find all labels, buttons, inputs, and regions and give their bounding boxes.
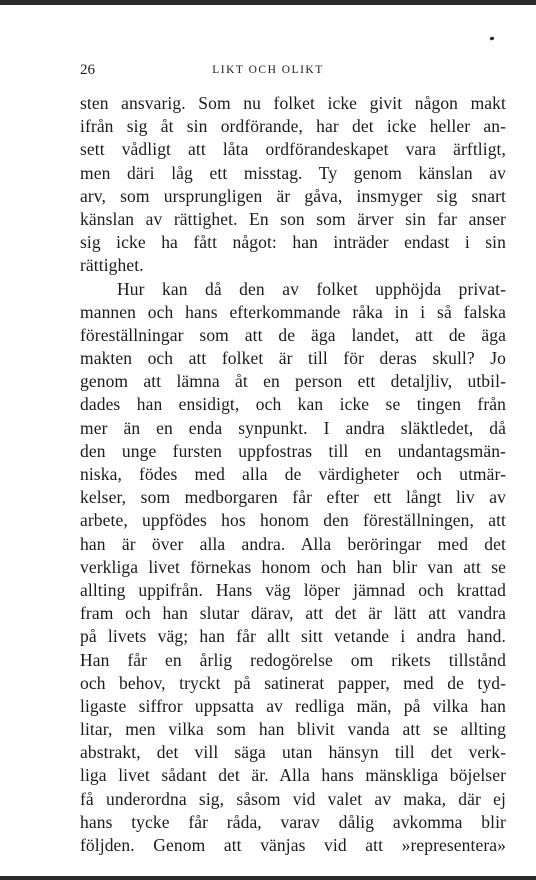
bottom-edge-rule	[0, 876, 536, 880]
text-line: allting uppifrån. Hans väg löper jämnad och krattad	[80, 579, 506, 600]
text-line: kelser, som medborgaren får efter ett långt liv av	[80, 487, 506, 508]
paragraph-start-line: Hur kan då den av folket upphöjda privat-	[117, 278, 506, 299]
text-line: följden. Genom att vänjas vid att »representera»	[80, 835, 506, 855]
text-line: genom att lämna åt en person ett detaljliv, utbil-	[80, 371, 506, 392]
text-line: litar, men vilka som han blivit vanda att se allting	[80, 719, 506, 740]
text-line: sten ansvarig. Som nu folket icke givit någon makt	[80, 93, 506, 113]
text-line: abstrakt, det vill säga utan hänsyn till det verk-	[80, 742, 506, 763]
paragraph-end-line: rättighet.	[80, 255, 144, 276]
body-text	[80, 92, 506, 857]
text-line: mer än en enda synpunkt. I andra släktledet, då	[80, 417, 506, 438]
print-speck	[490, 36, 495, 40]
text-line: föreställningar som att de äga landet, att de äga	[80, 324, 506, 345]
text-line: men däri låg ett misstag. Ty genom känslan av	[80, 162, 506, 183]
text-line: dades han ensidigt, och kan icke se tingen från	[80, 394, 506, 415]
text-line: arbete, uppfödes hos honom den föreställningen, att	[80, 510, 506, 531]
text-line: liga livet sådant det är. Alla hans mänskliga böjelser	[80, 765, 506, 786]
text-line: Han får en årlig redogörelse om rikets tillstånd	[80, 649, 506, 670]
text-line: han är över alla andra. Alla beröringar med det	[80, 533, 506, 554]
text-line: på livets väg; han får allt sitt vetande i andra hand.	[80, 626, 506, 647]
text-line: fram och han slutar därav, att det är lätt att vandra	[80, 603, 506, 624]
text-line: få underordna sig, såsom vid valet av maka, där ej	[80, 788, 506, 809]
text-line: ligaste siffror uppsatta av redliga män, på vilka han	[80, 695, 506, 716]
text-line: sett vådligt att låta ordförandeskapet vara ärftligt,	[80, 139, 506, 160]
top-edge-rule	[0, 0, 536, 5]
text-line: och behov, tryckt på satinerat papper, med de tyd-	[80, 672, 506, 693]
text-line: känslan av rättighet. En son som ärver sin far anser	[80, 208, 506, 229]
text-line: mannen och hans efterkommande råka in i så falska	[80, 301, 506, 322]
text-line: sig icke ha fått något: han inträder endast i sin	[80, 232, 506, 253]
text-line: makten och att folket är till för deras skull? Jo	[80, 348, 506, 369]
text-line: hans tycke får råda, varav dålig avkomma blir	[80, 811, 506, 832]
text-line: niska, födes med alla de värdigheter och utmär-	[80, 464, 506, 484]
text-line: ifrån sig åt sin ordförande, har det icke heller an-	[80, 116, 506, 137]
running-head-title: LIKT OCH OLIKT	[212, 64, 324, 76]
text-line: den unge fursten uppfostras till en undantagsmän-	[80, 440, 506, 461]
text-line: verkliga livet förnekas honom och han blir van att se	[80, 556, 506, 577]
text-line: arv, som ursprungligen är gåva, insmyger sig snart	[80, 185, 506, 206]
page-number: 26	[80, 62, 95, 78]
